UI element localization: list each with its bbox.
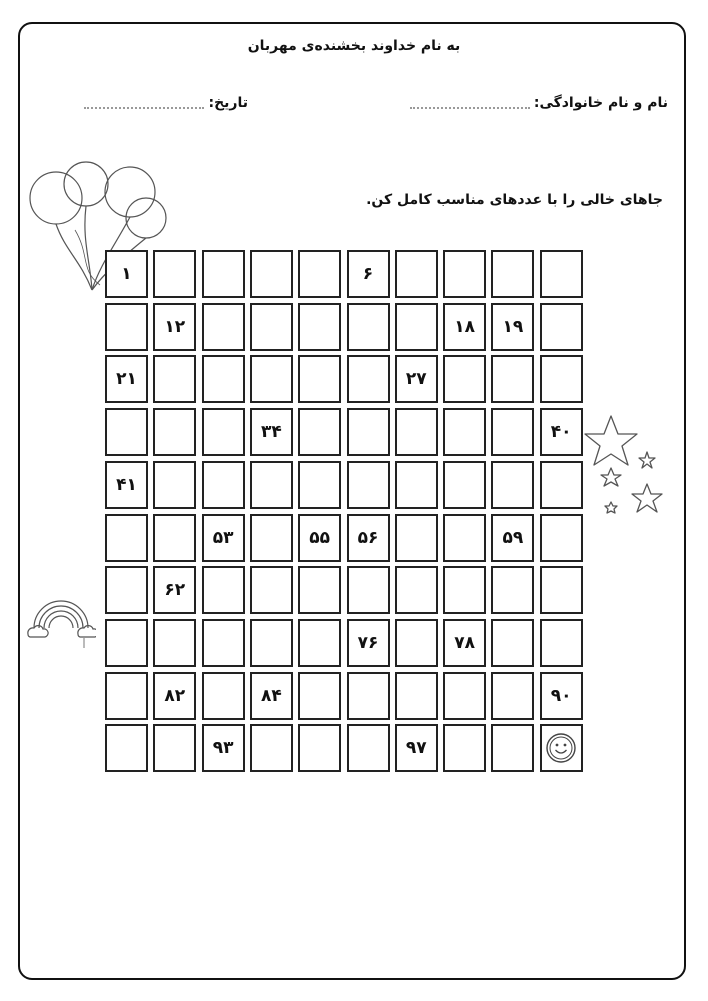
grid-cell-blank[interactable]	[443, 514, 486, 562]
grid-cell-blank[interactable]	[298, 408, 341, 456]
cell-value: ۸۲	[164, 685, 186, 706]
grid-cell-number[interactable]	[443, 303, 486, 351]
grid-cell-number[interactable]	[347, 250, 390, 298]
grid-cell-blank[interactable]	[491, 250, 534, 298]
grid-cell-blank[interactable]	[153, 619, 196, 667]
cell-value: ۵۶	[357, 527, 379, 548]
grid-cell-blank[interactable]	[105, 724, 148, 772]
grid-cell-blank[interactable]	[395, 672, 438, 720]
grid-cell-number[interactable]	[105, 461, 148, 509]
grid-cell-blank[interactable]	[540, 619, 583, 667]
grid-cell-blank[interactable]	[491, 408, 534, 456]
grid-cell-number[interactable]	[347, 619, 390, 667]
grid-cell-blank[interactable]	[153, 355, 196, 403]
grid-cell-blank[interactable]	[491, 619, 534, 667]
grid-cell-blank[interactable]	[250, 303, 293, 351]
grid-cell-number[interactable]	[395, 355, 438, 403]
grid-cell-blank[interactable]	[395, 514, 438, 562]
grid-cell-blank[interactable]	[298, 724, 341, 772]
grid-cell-blank[interactable]	[250, 724, 293, 772]
grid-cell-number[interactable]	[202, 514, 245, 562]
grid-cell-blank[interactable]	[153, 724, 196, 772]
cell-value: ۱۸	[454, 316, 475, 337]
grid-cell-blank[interactable]	[298, 672, 341, 720]
grid-cell-blank[interactable]	[105, 672, 148, 720]
grid-cell-blank[interactable]	[491, 355, 534, 403]
grid-cell-blank[interactable]	[540, 303, 583, 351]
date-blank[interactable]	[84, 107, 204, 109]
cell-value: ۶۲	[164, 580, 186, 601]
cell-value: ۲۷	[405, 369, 427, 390]
grid-cell-blank[interactable]	[395, 619, 438, 667]
date-field	[84, 95, 248, 111]
grid-cell-blank[interactable]	[443, 408, 486, 456]
grid-cell-blank[interactable]	[153, 461, 196, 509]
grid-cell-blank[interactable]	[105, 514, 148, 562]
grid-cell-smiley[interactable]	[540, 724, 583, 772]
grid-cell-blank[interactable]	[298, 303, 341, 351]
grid-cell-blank[interactable]	[153, 250, 196, 298]
grid-cell-number[interactable]	[491, 514, 534, 562]
grid-cell-blank[interactable]	[395, 303, 438, 351]
cell-value: ۹۷	[405, 738, 427, 759]
grid-cell-number[interactable]	[105, 250, 148, 298]
grid-cell-blank[interactable]	[202, 619, 245, 667]
grid-cell-blank[interactable]	[105, 408, 148, 456]
grid-cell-blank[interactable]	[395, 408, 438, 456]
cell-value: ۱۲	[164, 316, 186, 337]
grid-cell-blank[interactable]	[491, 672, 534, 720]
grid-cell-blank[interactable]	[540, 461, 583, 509]
smiley-icon	[545, 732, 577, 764]
grid-cell-blank[interactable]	[153, 408, 196, 456]
cell-value: ۲۱	[116, 369, 137, 390]
grid-cell-blank[interactable]	[202, 303, 245, 351]
grid-cell-blank[interactable]	[250, 250, 293, 298]
name-label: نام و نام خانوادگی:	[533, 95, 668, 111]
grid-cell-blank[interactable]	[491, 461, 534, 509]
grid-cell-blank[interactable]	[491, 724, 534, 772]
grid-cell-blank[interactable]	[202, 408, 245, 456]
grid-cell-blank[interactable]	[347, 461, 390, 509]
grid-cell-number[interactable]	[540, 408, 583, 456]
grid-cell-blank[interactable]	[395, 461, 438, 509]
grid-cell-blank[interactable]	[443, 250, 486, 298]
grid-cell-number[interactable]	[395, 724, 438, 772]
grid-cell-blank[interactable]	[105, 566, 148, 614]
grid-cell-blank[interactable]	[202, 461, 245, 509]
grid-cell-blank[interactable]	[250, 619, 293, 667]
cell-value: ۷۶	[357, 632, 379, 653]
grid-cell-number[interactable]	[153, 566, 196, 614]
grid-cell-number[interactable]	[153, 303, 196, 351]
grid-cell-blank[interactable]	[298, 461, 341, 509]
cell-value: ۶	[362, 264, 374, 284]
grid-cell-blank[interactable]	[202, 355, 245, 403]
grid-cell-number[interactable]	[153, 672, 196, 720]
grid-cell-blank[interactable]	[540, 355, 583, 403]
grid-cell-blank[interactable]	[153, 514, 196, 562]
grid-cell-blank[interactable]	[540, 514, 583, 562]
instruction-text: جاهای خالی را با عددهای مناسب کامل کن.	[366, 192, 663, 208]
name-field	[410, 95, 668, 111]
cell-value: ۵۵	[309, 527, 331, 548]
grid-cell-blank[interactable]	[250, 514, 293, 562]
grid-cell-number[interactable]	[105, 355, 148, 403]
date-label: تاریخ:	[208, 95, 248, 111]
cell-value: ۷۸	[454, 632, 475, 653]
grid-cell-blank[interactable]	[347, 672, 390, 720]
rainbow-icon	[26, 592, 96, 650]
grid-cell-blank[interactable]	[250, 566, 293, 614]
cell-value: ۳۴	[261, 422, 282, 443]
grid-cell-blank[interactable]	[298, 619, 341, 667]
grid-cell-number[interactable]	[298, 514, 341, 562]
cell-value: ۹۰	[550, 685, 572, 706]
grid-cell-number[interactable]	[540, 672, 583, 720]
cell-value: ۱۹	[502, 316, 524, 337]
grid-cell-blank[interactable]	[347, 408, 390, 456]
cell-value: ۴۰	[550, 422, 572, 443]
grid-cell-blank[interactable]	[250, 355, 293, 403]
grid-cell-blank[interactable]	[202, 566, 245, 614]
grid-cell-blank[interactable]	[298, 566, 341, 614]
grid-cell-blank[interactable]	[298, 355, 341, 403]
cell-value: ۵۹	[502, 527, 524, 548]
grid-cell-blank[interactable]	[491, 566, 534, 614]
name-blank[interactable]	[410, 107, 530, 109]
grid-cell-blank[interactable]	[105, 303, 148, 351]
number-grid	[105, 250, 587, 778]
grid-cell-blank[interactable]	[347, 566, 390, 614]
grid-cell-blank[interactable]	[443, 355, 486, 403]
cell-value: ۸۴	[261, 685, 282, 706]
grid-cell-blank[interactable]	[298, 250, 341, 298]
grid-cell-number[interactable]	[443, 619, 486, 667]
grid-cell-blank[interactable]	[347, 355, 390, 403]
grid-cell-number[interactable]	[250, 408, 293, 456]
grid-cell-blank[interactable]	[250, 461, 293, 509]
grid-cell-blank[interactable]	[347, 303, 390, 351]
grid-cell-blank[interactable]	[395, 566, 438, 614]
grid-cell-blank[interactable]	[443, 461, 486, 509]
grid-cell-blank[interactable]	[202, 672, 245, 720]
grid-cell-number[interactable]	[347, 514, 390, 562]
grid-cell-blank[interactable]	[540, 566, 583, 614]
page-title: به نام خداوند بخشنده‌ی مهربان	[247, 38, 461, 54]
grid-cell-blank[interactable]	[443, 724, 486, 772]
grid-cell-number[interactable]	[250, 672, 293, 720]
grid-cell-blank[interactable]	[105, 619, 148, 667]
cell-value: ۹۳	[212, 738, 234, 759]
cell-value: ۱	[121, 264, 132, 284]
cell-value: ۵۳	[212, 527, 234, 548]
stars-icon	[583, 412, 673, 522]
grid-cell-number[interactable]	[202, 724, 245, 772]
grid-cell-blank[interactable]	[347, 724, 390, 772]
grid-cell-blank[interactable]	[395, 250, 438, 298]
cell-value: ۴۱	[116, 474, 137, 495]
grid-cell-blank[interactable]	[443, 672, 486, 720]
grid-cell-blank[interactable]	[540, 250, 583, 298]
grid-cell-number[interactable]	[491, 303, 534, 351]
grid-cell-blank[interactable]	[202, 250, 245, 298]
grid-cell-blank[interactable]	[443, 566, 486, 614]
